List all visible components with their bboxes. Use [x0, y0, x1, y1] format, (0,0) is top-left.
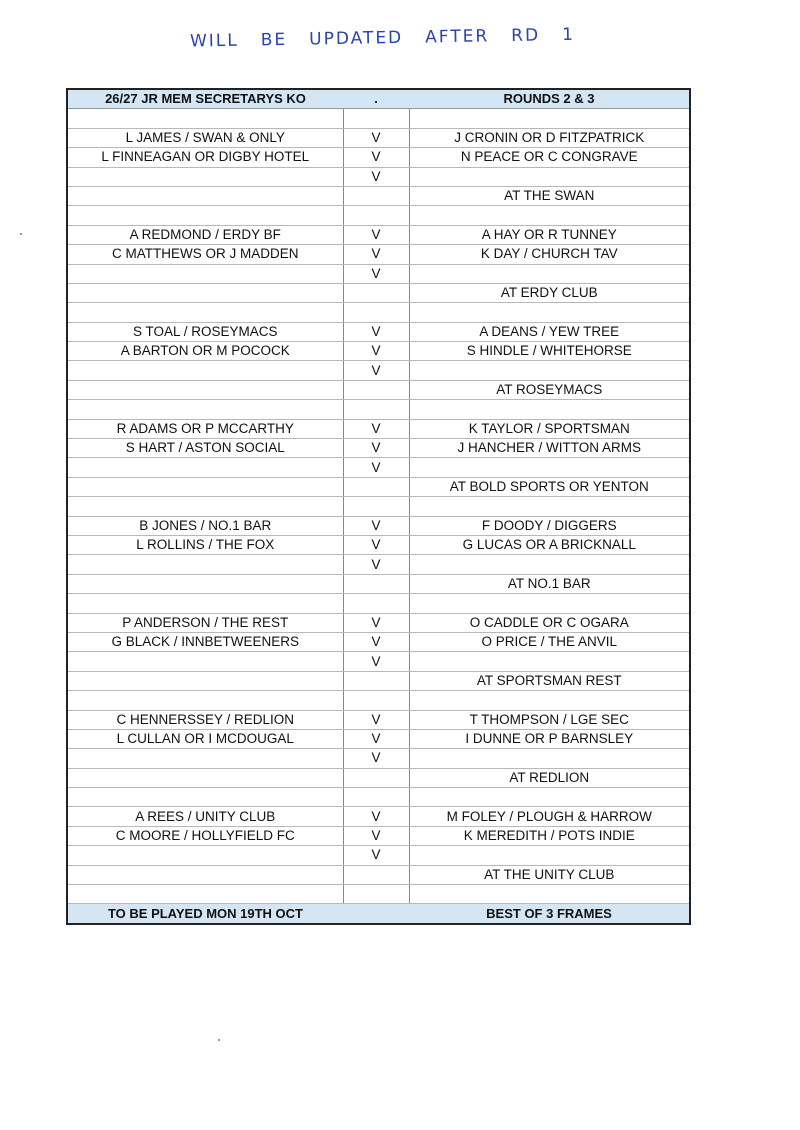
away-player: A HAY OR R TUNNEY	[409, 225, 690, 244]
fixture-row	[67, 729, 690, 748]
competition-title: 26/27 JR MEM SECRETARYS KO	[67, 89, 343, 109]
home-player	[67, 477, 343, 496]
versus-marker: V	[343, 361, 409, 380]
home-player	[67, 671, 343, 690]
home-player	[67, 865, 343, 884]
home-player	[67, 497, 343, 516]
fixture-row	[67, 497, 690, 516]
away-player	[409, 885, 690, 904]
home-player	[67, 361, 343, 380]
fixture-row	[67, 671, 690, 690]
fixture-row	[67, 400, 690, 419]
versus-marker: V	[343, 342, 409, 361]
home-player: B JONES / NO.1 BAR	[67, 516, 343, 535]
fixture-row	[67, 264, 690, 283]
versus-marker	[343, 303, 409, 322]
away-player: N PEACE OR C CONGRAVE	[409, 148, 690, 167]
fixture-row	[67, 245, 690, 264]
away-player: S HINDLE / WHITEHORSE	[409, 342, 690, 361]
fixture-row	[67, 439, 690, 458]
away-player: G LUCAS OR A BRICKNALL	[409, 535, 690, 554]
away-player	[409, 497, 690, 516]
away-player: AT ROSEYMACS	[409, 380, 690, 399]
note-word: WILL	[189, 30, 239, 52]
home-player: A REES / UNITY CLUB	[67, 807, 343, 826]
fixture-row	[67, 652, 690, 671]
fixture-row	[67, 555, 690, 574]
versus-marker: V	[343, 516, 409, 535]
away-player	[409, 361, 690, 380]
versus-marker: V	[343, 632, 409, 651]
fixture-row	[67, 186, 690, 205]
away-player	[409, 206, 690, 225]
versus-marker	[343, 691, 409, 710]
versus-marker: V	[343, 419, 409, 438]
versus-marker: V	[343, 749, 409, 768]
away-player: M FOLEY / PLOUGH & HARROW	[409, 807, 690, 826]
versus-marker	[343, 400, 409, 419]
home-player	[67, 652, 343, 671]
away-player	[409, 400, 690, 419]
away-player: J CRONIN OR D FITZPATRICK	[409, 128, 690, 147]
fixture-row	[67, 128, 690, 147]
home-player: S TOAL / ROSEYMACS	[67, 322, 343, 341]
versus-marker	[343, 788, 409, 807]
away-player: O PRICE / THE ANVIL	[409, 632, 690, 651]
home-player	[67, 206, 343, 225]
versus-marker	[343, 380, 409, 399]
versus-marker: V	[343, 652, 409, 671]
fixture-row	[67, 419, 690, 438]
footer-middle	[343, 904, 409, 924]
home-player: A BARTON OR M POCOCK	[67, 342, 343, 361]
scan-speck	[218, 1039, 220, 1041]
versus-marker: V	[343, 128, 409, 147]
home-player	[67, 264, 343, 283]
home-player	[67, 303, 343, 322]
home-player: L ROLLINS / THE FOX	[67, 535, 343, 554]
home-player: L FINNEAGAN OR DIGBY HOTEL	[67, 148, 343, 167]
away-player: K TAYLOR / SPORTSMAN	[409, 419, 690, 438]
away-player: AT THE SWAN	[409, 186, 690, 205]
versus-marker: V	[343, 322, 409, 341]
versus-marker	[343, 283, 409, 302]
versus-marker: V	[343, 846, 409, 865]
versus-marker: V	[343, 245, 409, 264]
versus-marker: V	[343, 148, 409, 167]
away-player: AT THE UNITY CLUB	[409, 865, 690, 884]
home-player: L JAMES / SWAN & ONLY	[67, 128, 343, 147]
note-word: AFTER	[425, 26, 490, 48]
versus-marker	[343, 186, 409, 205]
away-player: AT BOLD SPORTS OR YENTON	[409, 477, 690, 496]
away-player	[409, 652, 690, 671]
versus-marker: V	[343, 458, 409, 477]
versus-marker	[343, 497, 409, 516]
fixture-row	[67, 322, 690, 341]
fixture-row	[67, 594, 690, 613]
fixture-row	[67, 535, 690, 554]
home-player	[67, 691, 343, 710]
versus-marker	[343, 206, 409, 225]
note-word: UPDATED	[309, 27, 404, 50]
fixture-row	[67, 865, 690, 884]
home-player: C MOORE / HOLLYFIELD FC	[67, 826, 343, 845]
versus-marker	[343, 865, 409, 884]
versus-marker: V	[343, 167, 409, 186]
away-player: O CADDLE OR C OGARA	[409, 613, 690, 632]
fixture-row	[67, 148, 690, 167]
away-player: AT REDLION	[409, 768, 690, 787]
fixture-row	[67, 826, 690, 845]
away-player	[409, 749, 690, 768]
versus-marker: V	[343, 555, 409, 574]
away-player: J HANCHER / WITTON ARMS	[409, 439, 690, 458]
fixtures-table	[66, 88, 691, 925]
fixture-rows	[67, 109, 690, 904]
away-player: K DAY / CHURCH TAV	[409, 245, 690, 264]
home-player	[67, 167, 343, 186]
fixture-row	[67, 303, 690, 322]
versus-marker	[343, 109, 409, 128]
versus-marker: V	[343, 729, 409, 748]
scan-speck	[20, 233, 22, 235]
header-dot: .	[343, 89, 409, 109]
home-player: S HART / ASTON SOCIAL	[67, 439, 343, 458]
versus-marker	[343, 477, 409, 496]
away-player: F DOODY / DIGGERS	[409, 516, 690, 535]
away-player	[409, 555, 690, 574]
home-player	[67, 400, 343, 419]
fixture-row	[67, 342, 690, 361]
fixture-row	[67, 574, 690, 593]
versus-marker: V	[343, 225, 409, 244]
home-player: L CULLAN OR I MCDOUGAL	[67, 729, 343, 748]
note-word: 1	[561, 24, 576, 46]
fixture-row	[67, 691, 690, 710]
versus-marker: V	[343, 535, 409, 554]
fixture-row	[67, 768, 690, 787]
fixture-row	[67, 846, 690, 865]
home-player: A REDMOND / ERDY BF	[67, 225, 343, 244]
fixture-row	[67, 458, 690, 477]
fixture-row	[67, 788, 690, 807]
home-player: C MATTHEWS OR J MADDEN	[67, 245, 343, 264]
fixture-row	[67, 632, 690, 651]
versus-marker: V	[343, 807, 409, 826]
versus-marker	[343, 885, 409, 904]
home-player	[67, 768, 343, 787]
fixture-row	[67, 109, 690, 128]
away-player: T THOMPSON / LGE SEC	[409, 710, 690, 729]
fixture-row	[67, 613, 690, 632]
play-date: TO BE PLAYED MON 19TH OCT	[67, 904, 343, 924]
home-player	[67, 283, 343, 302]
versus-marker	[343, 594, 409, 613]
fixture-row	[67, 283, 690, 302]
fixture-row	[67, 380, 690, 399]
versus-marker: V	[343, 710, 409, 729]
rounds-label: ROUNDS 2 & 3	[409, 89, 690, 109]
fixture-row	[67, 225, 690, 244]
note-word: BE	[260, 29, 288, 51]
fixture-row	[67, 807, 690, 826]
fixture-row	[67, 885, 690, 904]
away-player	[409, 167, 690, 186]
fixture-row	[67, 749, 690, 768]
versus-marker: V	[343, 826, 409, 845]
versus-marker: V	[343, 439, 409, 458]
away-player	[409, 691, 690, 710]
home-player	[67, 846, 343, 865]
footer-row	[67, 904, 690, 924]
home-player	[67, 885, 343, 904]
home-player	[67, 109, 343, 128]
away-player: AT SPORTSMAN REST	[409, 671, 690, 690]
away-player: AT ERDY CLUB	[409, 283, 690, 302]
home-player	[67, 574, 343, 593]
home-player: R ADAMS OR P MCCARTHY	[67, 419, 343, 438]
fixture-row	[67, 477, 690, 496]
fixture-row	[67, 206, 690, 225]
away-player: A DEANS / YEW TREE	[409, 322, 690, 341]
away-player	[409, 303, 690, 322]
away-player	[409, 458, 690, 477]
away-player	[409, 594, 690, 613]
versus-marker: V	[343, 613, 409, 632]
away-player	[409, 264, 690, 283]
home-player	[67, 788, 343, 807]
versus-marker: V	[343, 264, 409, 283]
away-player	[409, 109, 690, 128]
home-player	[67, 458, 343, 477]
versus-marker	[343, 671, 409, 690]
home-player: P ANDERSON / THE REST	[67, 613, 343, 632]
header-row	[67, 89, 690, 109]
away-player: K MEREDITH / POTS INDIE	[409, 826, 690, 845]
home-player	[67, 380, 343, 399]
away-player	[409, 846, 690, 865]
home-player: C HENNERSSEY / REDLION	[67, 710, 343, 729]
fixture-row	[67, 361, 690, 380]
fixture-row	[67, 710, 690, 729]
home-player	[67, 749, 343, 768]
home-player: G BLACK / INNBETWEENERS	[67, 632, 343, 651]
versus-marker	[343, 768, 409, 787]
note-word: RD	[511, 25, 541, 46]
match-format: BEST OF 3 FRAMES	[409, 904, 690, 924]
versus-marker	[343, 574, 409, 593]
handwritten-note	[190, 24, 597, 51]
home-player	[67, 186, 343, 205]
home-player	[67, 555, 343, 574]
away-player: I DUNNE OR P BARNSLEY	[409, 729, 690, 748]
away-player: AT NO.1 BAR	[409, 574, 690, 593]
fixture-row	[67, 167, 690, 186]
fixture-row	[67, 516, 690, 535]
away-player	[409, 788, 690, 807]
home-player	[67, 594, 343, 613]
